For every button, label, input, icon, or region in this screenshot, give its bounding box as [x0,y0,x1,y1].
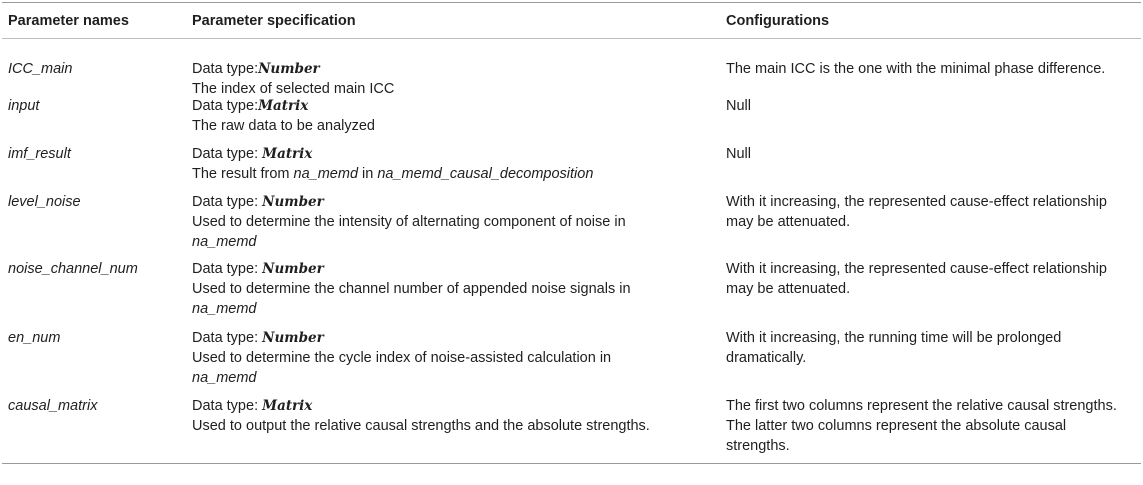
data-type-value: Number [262,330,324,346]
data-type-value: Number [262,194,324,210]
header-parameter-specification: Parameter specification [192,12,356,29]
parameter-description: Used to output the relative causal strengths and the absolute strengths. [192,418,650,434]
configuration-line: With it increasing, the represented cause-effect relationship [726,261,1107,277]
table-row [2,39,1141,97]
function-name: na_memd [293,166,359,182]
table-row [2,185,1141,252]
data-type-line [192,192,726,212]
parameter-name: imf_result [8,146,71,162]
data-type-value: Matrix [262,398,313,414]
data-type-line [192,144,726,164]
configuration [726,396,1141,463]
configuration-line: The first two columns represent the relative causal strengths. [726,398,1117,414]
configuration-line: The latter two columns represent the absolute causal [726,418,1067,434]
configuration: Null [726,146,751,162]
configuration [726,259,1141,321]
parameter-name: noise_channel_num [8,261,138,277]
configuration-line: With it increasing, the represented cause-effect relationship [726,194,1107,210]
parameter-description: Used to determine the cycle index of noise-assisted calculation in [192,350,612,366]
data-type-label: Data type: [192,261,263,277]
description-text: The result from [192,166,294,182]
parameter-name: input [8,98,40,114]
table-header [2,3,1141,39]
parameter-description: The raw data to be analyzed [192,118,375,134]
parameter-name: ICC_main [8,61,73,77]
parameter-description: The index of selected main ICC [192,81,395,97]
parameter-specification [192,328,726,389]
table-row [2,252,1141,321]
table-row [2,137,1141,185]
parameter-name: level_noise [8,194,81,210]
parameter-description [192,164,726,184]
function-name: na_memd_causal_decomposition [377,166,594,182]
function-name: na_memd [192,301,257,317]
parameter-specification [192,59,726,97]
configuration [726,192,1141,252]
configuration-line: may be attenuated. [726,214,851,230]
data-type-line [192,328,726,348]
data-type-line [192,396,726,416]
header-parameter-names: Parameter names [8,12,129,29]
parameter-specification [192,259,726,321]
data-type-label: Data type: [192,146,263,162]
parameter-specification [192,192,726,252]
data-type-line [192,96,726,116]
data-type-value: Number [262,261,324,277]
table-row [2,89,1141,137]
table-row [2,321,1141,389]
parameter-description: Used to determine the intensity of alternating component of noise in [192,214,626,230]
configuration-line: dramatically. [726,350,807,366]
configuration-line: may be attenuated. [726,281,851,297]
configuration-line: strengths. [726,438,790,454]
data-type-value: Matrix [262,146,313,162]
parameter-specification [192,96,726,137]
data-type-label: Data type: [192,61,259,77]
data-type-line [192,259,726,279]
header-configurations: Configurations [726,12,830,29]
data-type-label: Data type: [192,194,263,210]
parameter-name: causal_matrix [8,398,98,414]
configuration: Null [726,98,751,114]
data-type-value: Matrix [258,98,309,114]
description-text: in [358,166,378,182]
configuration-line: With it increasing, the running time will be prolonged [726,330,1062,346]
configuration: The main ICC is the one with the minimal phase difference. [726,61,1106,77]
parameter-specification [192,396,726,463]
data-type-value: Number [258,61,320,77]
parameter-specification [192,144,726,185]
data-type-label: Data type: [192,398,263,414]
data-type-line [192,59,726,79]
table-row [2,389,1141,463]
parameter-description: Used to determine the channel number of appended noise signals in [192,281,631,297]
parameter-name: en_num [8,330,61,346]
parameter-table [2,2,1141,464]
data-type-label: Data type: [192,330,263,346]
configuration [726,328,1141,389]
data-type-label: Data type: [192,98,259,114]
function-name: na_memd [192,370,257,386]
function-name: na_memd [192,234,257,250]
